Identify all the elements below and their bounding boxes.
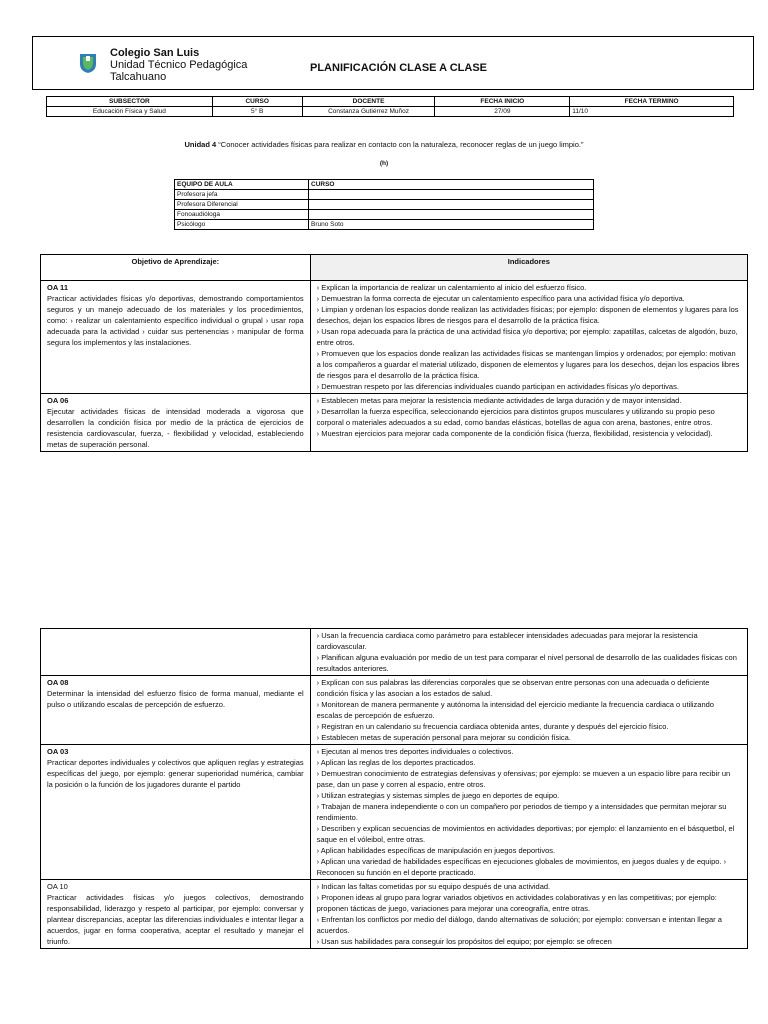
city: Talcahuano	[110, 71, 167, 83]
info-table	[46, 96, 734, 117]
indicators-cell	[310, 745, 747, 880]
table-row	[41, 629, 748, 676]
indicator: › Describen y explican secuencias de movimientos en actividades deportivas; por ejemplo: el lanzamiento en el básquetbol, el saque en el vóleibol, entre otras.	[316, 824, 735, 844]
indicator: › Planifican alguna evaluación por medio de un test para comparar el nivel personal de desarrollo de las cualidades físicas con resultados anteriores.	[316, 653, 737, 673]
unit-text: “Conocer actividades físicas para realizar en contacto con la naturaleza, reconocer reglas de un juego limpio.”	[218, 140, 584, 149]
oa-cell	[41, 281, 311, 394]
info-value: 27/09	[435, 107, 570, 117]
info-value: Constanza Gutiérrez Muñoz	[302, 107, 435, 117]
indicator: › Muestran ejercicios para mejorar cada componente de la condición física (fuerza, flexibilidad, resistencia y velocidad).	[316, 429, 713, 438]
oa-cell	[41, 880, 311, 949]
indicator: › Proponen ideas al grupo para lograr variados objetivos en actividades colaborativas y en las competitivas; por ejemplo: proponen tácticas de juego, variaciones para mejorar una coreografía, entre otras.	[316, 893, 717, 913]
table-row	[41, 880, 748, 949]
unit-hours: (h)	[379, 160, 389, 167]
info-value: 5° B	[212, 107, 302, 117]
info-value: Educación Física y Salud	[47, 107, 213, 117]
indicators-header: Indicadores	[310, 255, 747, 281]
team-name	[309, 210, 594, 220]
indicators-cell	[310, 281, 747, 394]
doc-title: PLANIFICACIÓN CLASE A CLASE	[310, 62, 488, 74]
indicators-cell	[310, 880, 747, 949]
team-name	[309, 190, 594, 200]
info-header: FECHA TERMINO	[570, 97, 734, 107]
indicator: › Registran en un calendario su frecuencia cardiaca obtenida antes, durante y después del ejercicio físico.	[316, 722, 669, 731]
unit-name: Unidad Técnico Pedagógica	[110, 59, 248, 71]
team-role: Fonoaudióloga	[175, 210, 309, 220]
indicator: › Indican las faltas cometidas por su equipo después de una actividad.	[316, 882, 551, 891]
school-logo-icon	[78, 52, 98, 74]
indicator: › Limpian y ordenan los espacios donde realizan las actividades físicas; por ejemplo: disponen de elementos y lugares para los desechos, dejan los espacios libres de riesgos para el desarrollo de la práctica física.	[316, 305, 739, 325]
oa-code: OA 03	[47, 747, 69, 756]
oa-code: OA 06	[47, 396, 69, 405]
table-row	[41, 676, 748, 745]
indicator: › Aplican habilidades específicas de manipulación en juegos deportivos.	[316, 846, 556, 855]
team-header: CURSO	[309, 180, 594, 190]
team-role: Profesora Diferencial	[175, 200, 309, 210]
indicator: › Utilizan estrategias y sistemas simples de juego en deportes de equipo.	[316, 791, 560, 800]
team-table	[174, 179, 594, 230]
indicator: › Explican con sus palabras las diferencias corporales que se observan entre personas con una adecuada o deficiente condición física y las asocian a los estados de salud.	[316, 678, 710, 698]
indicator: › Promueven que los espacios donde realizan las actividades físicas se mantengan limpios y ordenados; por ejemplo: motivan a los compañeros a guardar el material utilizado, disponen de elementos y lugares para los desechos, dejan los espacios libres de riesgos para el desarrollo de la práctica física.	[316, 349, 740, 380]
indicator: › Aplican las reglas de los deportes practicados.	[316, 758, 476, 767]
objectives-table-1	[40, 254, 748, 452]
unit-statement	[40, 140, 728, 149]
info-header: CURSO	[212, 97, 302, 107]
indicator: › Trabajan de manera independiente o con un compañero por periodos de tiempo y a intensidades que permitan mejorar su rendimiento.	[316, 802, 727, 822]
team-role: Profesora jefa	[175, 190, 309, 200]
indicator: › Usan ropa adecuada para la práctica de una actividad física y/o deportiva; por ejemplo: zapatillas, calcetas de algodón, buzo, entre otros.	[316, 327, 738, 347]
oa-cell	[41, 394, 311, 452]
indicator: › Usan la frecuencia cardiaca como parámetro para establecer intensidades adecuadas para mejorar la resistencia cardiovascular.	[316, 631, 698, 651]
school-info	[110, 47, 247, 83]
indicator: › Aplican una variedad de habilidades específicas en ejecuciones globales de movimientos, en juegos duales y de equipo. › Reconocen su función en el deporte practicado.	[316, 857, 727, 877]
objectives-table-2	[40, 628, 748, 949]
indicator: › Monitorean de manera permanente y autónoma la intensidad del ejercicio mediante la frecuencia cardiaca o utilizando escalas de percepción de esfuerzo.	[316, 700, 714, 720]
oa-text: Ejecutar actividades físicas de intensidad moderada a vigorosa que desarrollen la condición física por medio de la práctica de ejercicios de resistencia cardiovascular, fuerza, - flexibilidad y velocidad, estableciendo metas de superación personal.	[47, 407, 304, 449]
indicator: › Establecen metas para mejorar la resistencia mediante actividades de larga duración y de mayor intensidad.	[316, 396, 682, 405]
indicators-cell	[310, 676, 747, 745]
team-role: Psicólogo	[175, 220, 309, 230]
indicator: › Desarrollan la fuerza específica, seleccionando ejercicios para distintos grupos musculares y utilizando su propio peso corporal o materiales adecuados a su edad, como bandas elásticas, botellas de agua con arena, bastones, entre otros.	[316, 407, 715, 427]
info-value: 11/10	[570, 107, 734, 117]
table-row	[41, 745, 748, 880]
info-header: SUBSECTOR	[47, 97, 213, 107]
oa-code: OA 08	[47, 678, 69, 687]
unit-label: Unidad 4	[184, 140, 217, 149]
indicators-cell	[310, 394, 747, 452]
oa-text: Practicar actividades físicas y/o juegos colectivos, demostrando responsabilidad, liderazgo y respeto al participar, por ejemplo: conversar y plantear discrepancias, aceptar las diferencias individuales e intentar llegar a acuerdos, jugar en forma cooperativa, aceptar el resultado y manejar el triunfo.	[47, 893, 304, 946]
indicator: › Demuestran la forma correcta de ejecutar un calentamiento específico para una actividad física y/o deportiva.	[316, 294, 685, 303]
indicator: › Demuestran conocimiento de estrategias defensivas y ofensivas; por ejemplo: se mueven a un espacio libre para recibir un pase, dan un pase y corren al espacio, entre otros.	[316, 769, 731, 789]
indicator: › Establecen metas de superación personal para mejorar su condición física.	[316, 733, 571, 742]
indicator: › Explican la importancia de realizar un calentamiento al inicio del esfuerzo físico.	[316, 283, 587, 292]
indicator: › Ejecutan al menos tres deportes individuales o colectivos.	[316, 747, 514, 756]
oa-cell	[41, 745, 311, 880]
team-name: Bruno Soto	[309, 220, 594, 230]
indicator: › Enfrentan los conflictos por medio del diálogo, dando alternativas de solución; por ejemplo: conversan e intentan llegar a acuerdos.	[316, 915, 722, 935]
school-name: Colegio San Luis	[110, 47, 200, 59]
oa-text: Practicar deportes individuales y colectivos que apliquen reglas y estrategias específicas del juego, por ejemplo: generar superioridad numérica, cambiar la posición o la función de los jugadores durante el partido	[47, 758, 304, 789]
indicators-cell	[310, 629, 747, 676]
oa-text: Practicar actividades físicas y/o deportivas, demostrando comportamientos seguros y un manejo adecuado de los materiales y los procedimientos, como: › realizar un calentamiento específico individual o grupal › usar ropa adecuada para la actividad › cuidar sus pertenencias › manipular de forma segura los implementos y las instalaciones.	[47, 294, 304, 347]
info-header: FECHA INICIO	[435, 97, 570, 107]
team-name	[309, 200, 594, 210]
info-header: DOCENTE	[302, 97, 435, 107]
indicator: › Usan sus habilidades para conseguir los propósitos del equipo; por ejemplo: se ofrecen	[316, 937, 612, 946]
oa-code: OA 11	[47, 283, 68, 292]
team-header: EQUIPO DE AULA	[175, 180, 309, 190]
indicator: › Demuestran respeto por las diferencias individuales cuando participan en actividades físicas y/o deportivas.	[316, 382, 679, 391]
oa-text: Determinar la intensidad del esfuerzo físico de forma manual, mediante el pulso o utilizando escalas de percepción de esfuerzo.	[47, 689, 304, 709]
oa-code: OA 10	[47, 882, 68, 891]
oa-cell	[41, 676, 311, 745]
objectives-header: Objetivo de Aprendizaje:	[41, 255, 311, 281]
table-row	[41, 394, 748, 452]
oa-cell	[41, 629, 311, 676]
table-row	[41, 281, 748, 394]
